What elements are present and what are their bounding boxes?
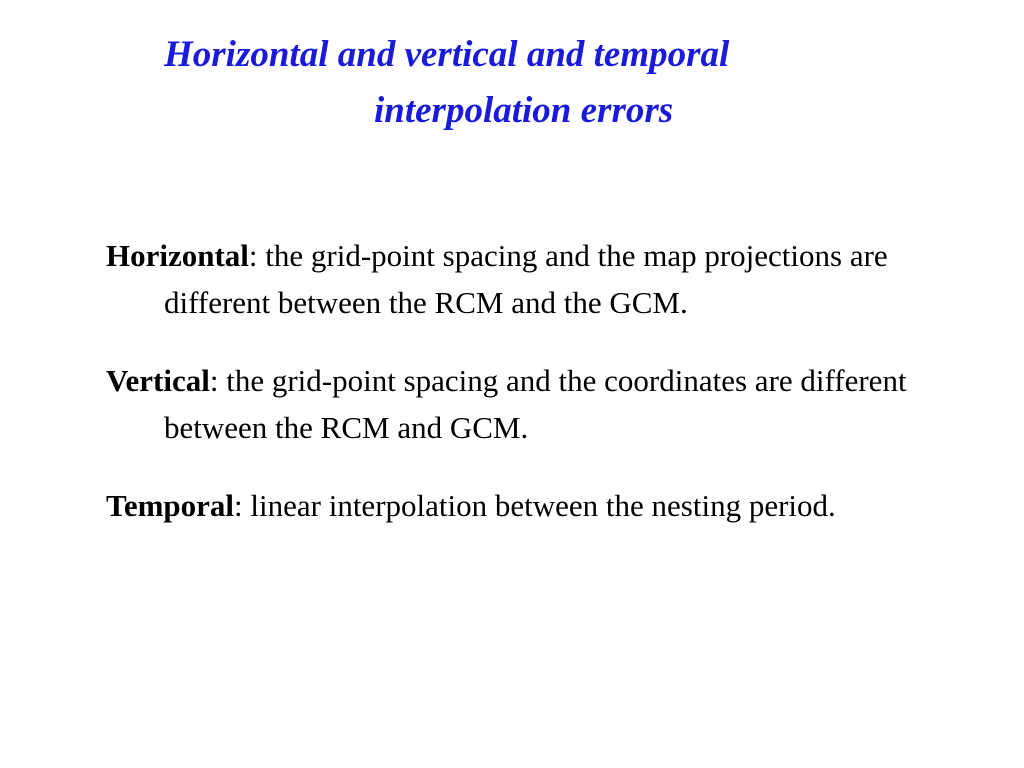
definition-temporal: : linear interpolation between the nesting period.	[234, 488, 836, 523]
slide-body	[106, 232, 946, 537]
term-vertical: Vertical	[106, 363, 210, 398]
bullet-vertical	[106, 357, 946, 451]
term-horizontal: Horizontal	[106, 238, 249, 273]
title-line-1: Horizontal and vertical and temporal	[164, 34, 730, 75]
term-temporal: Temporal	[106, 488, 235, 523]
definition-horizontal: : the grid-point spacing and the map projections are different between the RCM and the GCM.	[164, 238, 888, 320]
definition-vertical: : the grid-point spacing and the coordinates are different between the RCM and GCM.	[164, 363, 907, 445]
bullet-horizontal	[106, 232, 946, 326]
bullet-temporal	[106, 482, 946, 529]
title-line-2: interpolation errors	[374, 90, 674, 131]
